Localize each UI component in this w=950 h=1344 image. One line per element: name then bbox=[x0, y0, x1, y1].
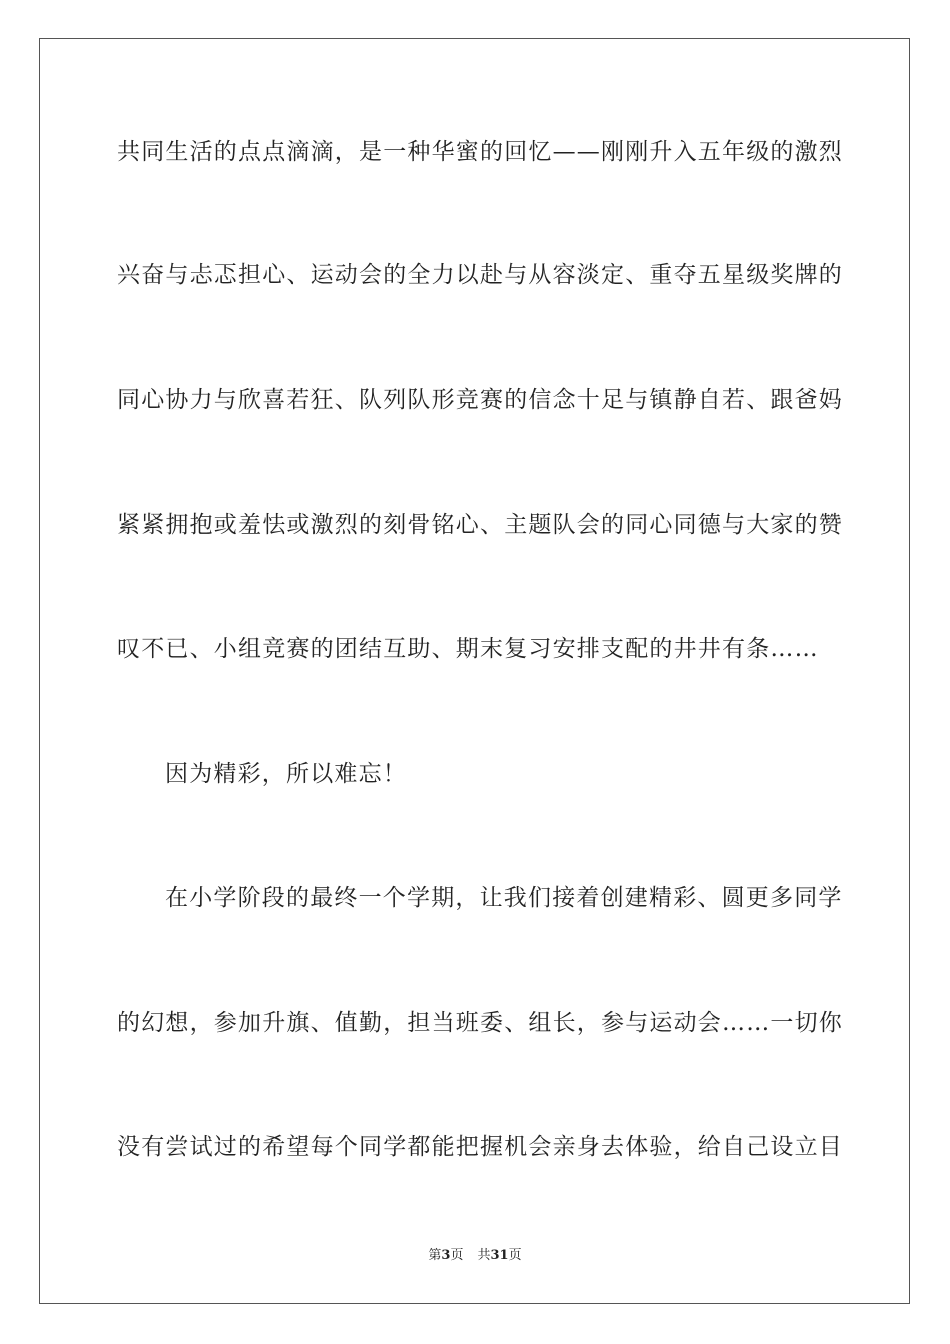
footer-page-prefix: 第 bbox=[428, 1248, 442, 1263]
paragraph-line-1: 共同生活的点点滴滴，是一种华蜜的回忆——刚刚升入五年级的激烈 bbox=[117, 139, 843, 165]
paragraph-line-7: 在小学阶段的最终一个学期，让我们接着创建精彩、圆更多同学 bbox=[165, 885, 843, 911]
page-footer bbox=[0, 1247, 950, 1265]
paragraph-line-4: 紧紧拥抱或羞怯或激烈的刻骨铭心、主题队会的同心同德与大家的赞 bbox=[117, 512, 843, 538]
page-border bbox=[39, 38, 910, 1304]
paragraph-line-6: 因为精彩，所以难忘！ bbox=[165, 761, 407, 787]
footer-page-suffix: 页 bbox=[450, 1248, 464, 1263]
paragraph-line-5: 叹不已、小组竞赛的团结互助、期末复习安排支配的井井有条…… bbox=[117, 636, 819, 662]
footer-page-number: 3 bbox=[441, 1248, 451, 1263]
paragraph-line-2: 兴奋与忐忑担心、运动会的全力以赴与从容淡定、重夺五星级奖牌的 bbox=[117, 262, 843, 288]
footer-total-pages: 31 bbox=[490, 1248, 509, 1263]
paragraph-line-3: 同心协力与欣喜若狂、队列队形竞赛的信念十足与镇静自若、跟爸妈 bbox=[117, 387, 843, 413]
footer-total-suffix: 页 bbox=[508, 1248, 522, 1263]
paragraph-line-8: 的幻想，参加升旗、值勤，担当班委、组长，参与运动会……一切你 bbox=[117, 1010, 843, 1036]
paragraph-line-9: 没有尝试过的希望每个同学都能把握机会亲身去体验，给自己设立目 bbox=[117, 1134, 843, 1160]
footer-total-prefix: 共 bbox=[477, 1248, 491, 1263]
